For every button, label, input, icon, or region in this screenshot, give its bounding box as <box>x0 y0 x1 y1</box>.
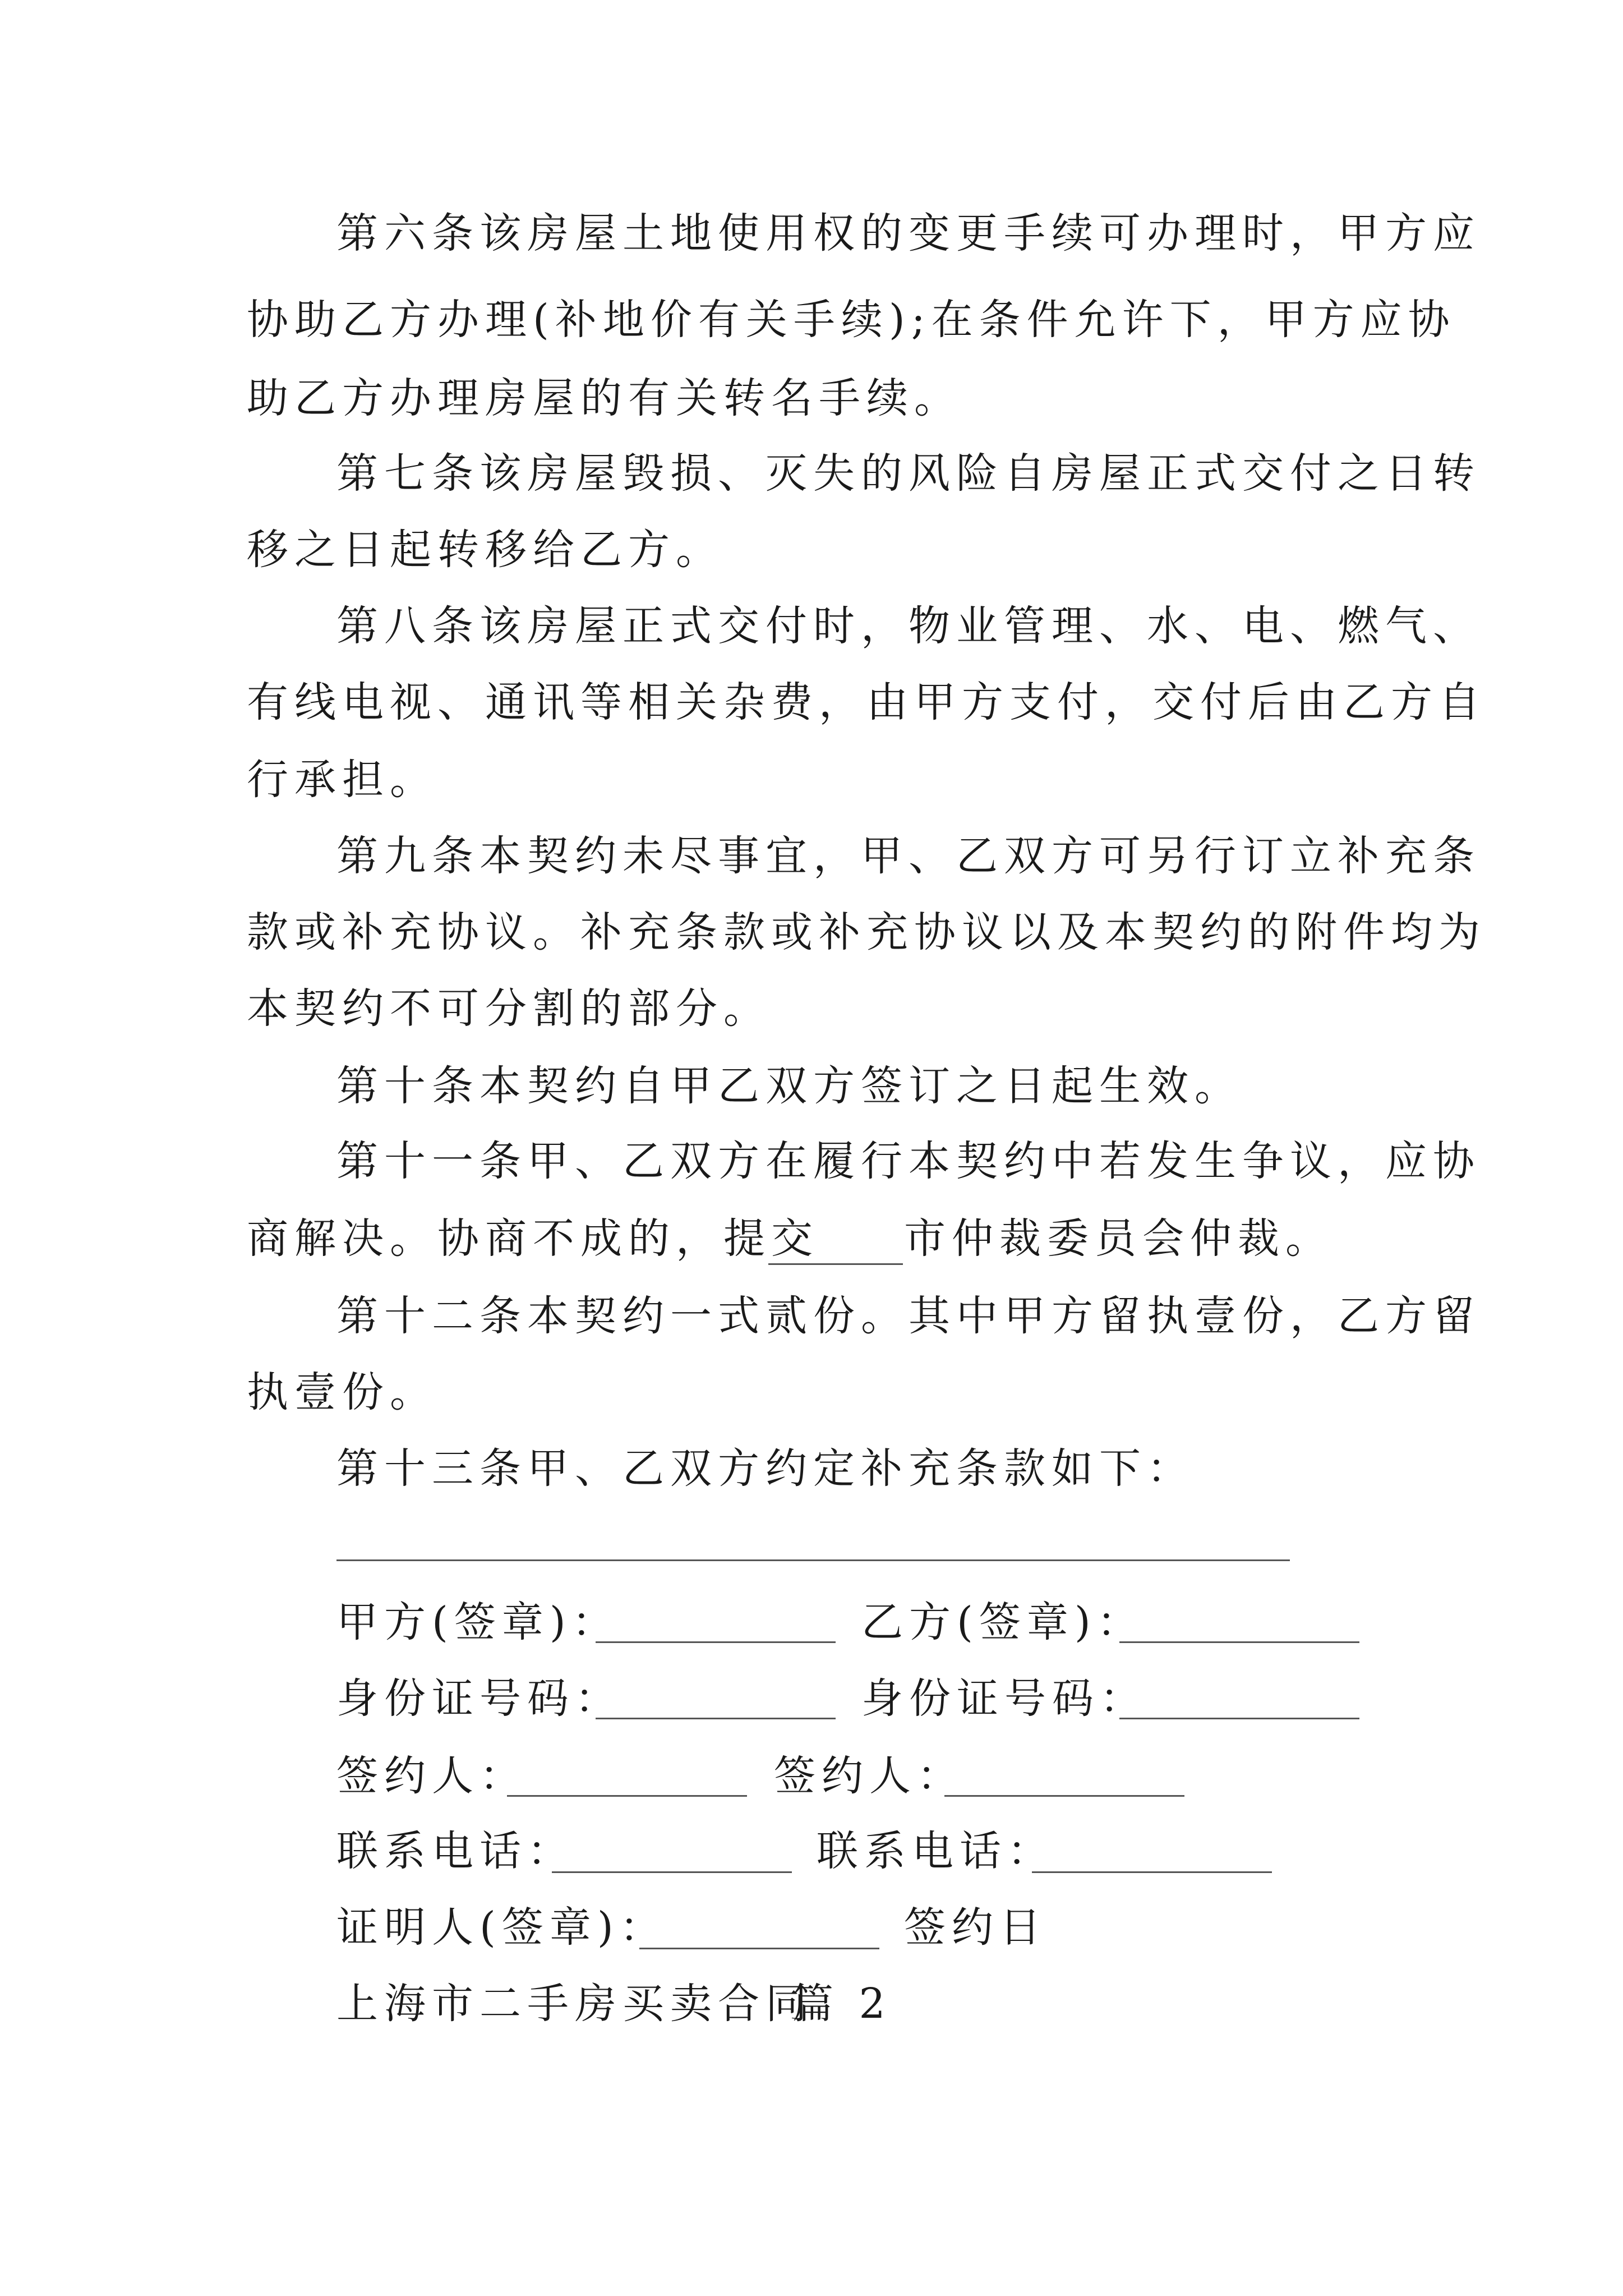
paragraph-line: 第十一条甲、乙双方在履行本契约中若发生争议，应协 <box>336 1137 1481 1185</box>
paragraph-line: 协助乙方办理(补地价有关手续);在条件允许下，甲方应协 <box>247 296 1456 344</box>
paragraph-line: 市仲裁委员会仲裁。 <box>904 1214 1333 1263</box>
phone-b-label: 联系电话： <box>817 1827 1055 1875</box>
blank-underline <box>768 1263 903 1265</box>
paragraph-line: 第十二条本契约一式贰份。其中甲方留执壹份，乙方留 <box>336 1292 1481 1340</box>
party-b-seal-label: 乙方(签章)： <box>861 1598 1145 1646</box>
signer-a-label: 签约人： <box>336 1752 527 1800</box>
party-a-seal-line <box>596 1641 836 1643</box>
paragraph-line: 商解决。协商不成的，提交 <box>247 1214 819 1263</box>
party-a-seal-label: 甲方(签章)： <box>336 1598 620 1646</box>
paragraph-line: 第十条本契约自甲乙双方签订之日起生效。 <box>336 1062 1242 1110</box>
paragraph-line: 第六条该房屋土地使用权的变更手续可办理时，甲方应 <box>336 209 1481 257</box>
id-number-b-label: 身份证号码： <box>861 1674 1147 1723</box>
supplementary-terms-line <box>336 1559 1290 1561</box>
paragraph-line: 本契约不可分割的部分。 <box>247 984 771 1033</box>
paragraph-line: 有线电视、通讯等相关杂费，由甲方支付，交付后由乙方自 <box>247 678 1486 726</box>
phone-a-label: 联系电话： <box>336 1827 575 1875</box>
party-b-seal-line <box>1119 1641 1359 1643</box>
paragraph-line: 行承担。 <box>247 756 437 804</box>
id-number-b-line <box>1119 1718 1359 1719</box>
paragraph-line: 移之日起转移给乙方。 <box>247 526 723 574</box>
paragraph-line: 第十三条甲、乙双方约定补充条款如下： <box>336 1444 1195 1493</box>
signer-a-line <box>507 1795 747 1797</box>
signer-b-line <box>944 1795 1184 1797</box>
next-section-part: 篇 2 <box>792 1980 892 2028</box>
paragraph-line: 第九条本契约未尽事宜，甲、乙双方可另行订立补充条 <box>336 832 1481 880</box>
paragraph-line: 款或补充协议。补充条款或补充协议以及本契约的附件均为 <box>247 908 1486 956</box>
phone-a-line <box>552 1871 792 1873</box>
paragraph-line: 第八条该房屋正式交付时，物业管理、水、电、燃气、 <box>336 602 1481 650</box>
witness-seal-line <box>639 1948 879 1949</box>
phone-b-line <box>1032 1871 1272 1873</box>
id-number-a-label: 身份证号码： <box>336 1674 623 1723</box>
paragraph-line: 助乙方办理房屋的有关转名手续。 <box>247 374 962 422</box>
paragraph-line: 执壹份。 <box>247 1368 437 1416</box>
id-number-a-line <box>596 1718 836 1719</box>
paragraph-line: 第七条该房屋毁损、灭失的风险自房屋正式交付之日转 <box>336 449 1481 498</box>
next-section-title: 上海市二手房买卖合同 <box>336 1980 813 2028</box>
signer-b-label: 签约人： <box>774 1752 965 1800</box>
sign-date-label: 签约日 <box>904 1903 1047 1952</box>
witness-seal-label: 证明人(签章)： <box>336 1903 667 1952</box>
